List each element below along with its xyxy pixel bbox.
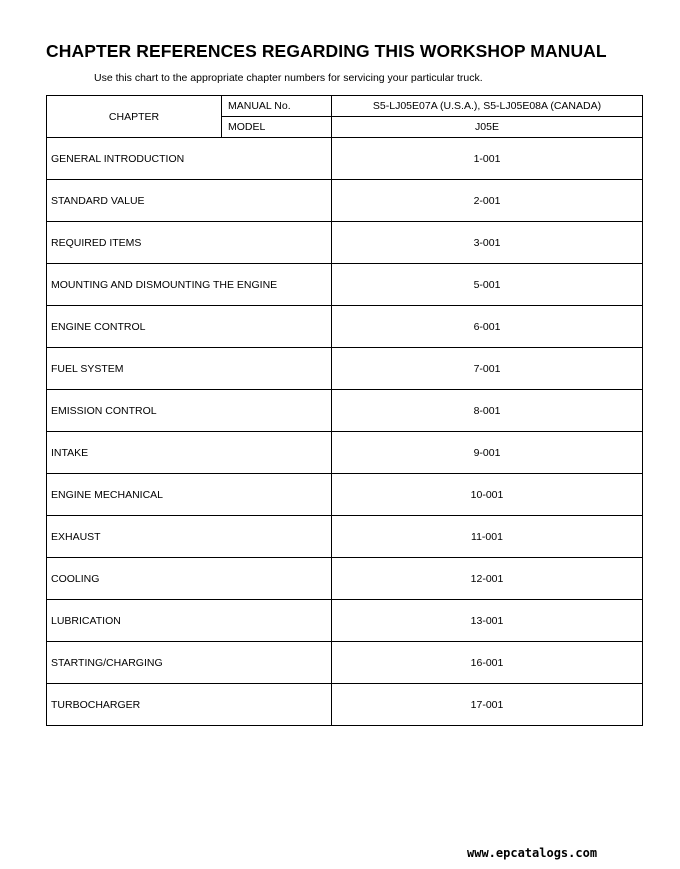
chapter-name-cell: EMISSION CONTROL [47, 390, 332, 432]
page-subtitle: Use this chart to the appropriate chapter numbers for servicing your particular truck. [94, 72, 483, 84]
table-row [47, 138, 643, 180]
chapter-column-header: CHAPTER [47, 96, 222, 138]
chapter-number-cell: 11-001 [332, 516, 643, 558]
chapter-number-cell: 6-001 [332, 306, 643, 348]
table-row [47, 390, 643, 432]
chapter-name-cell: ENGINE CONTROL [47, 306, 332, 348]
chapter-name-cell: STARTING/CHARGING [47, 642, 332, 684]
chapter-name-cell: TURBOCHARGER [47, 684, 332, 726]
table-row [47, 306, 643, 348]
chapter-name-cell: MOUNTING AND DISMOUNTING THE ENGINE [47, 264, 332, 306]
table-row [47, 600, 643, 642]
chapter-number-cell: 7-001 [332, 348, 643, 390]
manual-no-value: S5-LJ05E07A (U.S.A.), S5-LJ05E08A (CANADA) [332, 96, 643, 117]
chapter-name-cell: ENGINE MECHANICAL [47, 474, 332, 516]
chapter-number-cell: 17-001 [332, 684, 643, 726]
table-row [47, 516, 643, 558]
chapter-name-cell: REQUIRED ITEMS [47, 222, 332, 264]
chapter-name-cell: STANDARD VALUE [47, 180, 332, 222]
manual-no-label: MANUAL No. [222, 96, 332, 117]
chapter-number-cell: 10-001 [332, 474, 643, 516]
chapter-number-cell: 2-001 [332, 180, 643, 222]
table-row [47, 684, 643, 726]
chapter-number-cell: 9-001 [332, 432, 643, 474]
page-title: CHAPTER REFERENCES REGARDING THIS WORKSHOP MANUAL [46, 41, 607, 61]
model-value: J05E [332, 117, 643, 138]
chapter-name-cell: INTAKE [47, 432, 332, 474]
chapter-name-cell: EXHAUST [47, 516, 332, 558]
watermark-url: www.epcatalogs.com [467, 846, 598, 860]
chapter-name-cell: GENERAL INTRODUCTION [47, 138, 332, 180]
chapter-name-cell: COOLING [47, 558, 332, 600]
chapter-number-cell: 8-001 [332, 390, 643, 432]
chapter-number-cell: 13-001 [332, 600, 643, 642]
chapter-name-cell: LUBRICATION [47, 600, 332, 642]
chapter-number-cell: 3-001 [332, 222, 643, 264]
table-row [47, 264, 643, 306]
model-label: MODEL [222, 117, 332, 138]
chapter-number-cell: 5-001 [332, 264, 643, 306]
table-row [47, 222, 643, 264]
table-row [47, 558, 643, 600]
table-header-row-manual [47, 96, 643, 117]
chapter-number-cell: 12-001 [332, 558, 643, 600]
table-row [47, 642, 643, 684]
table-row [47, 180, 643, 222]
chapter-number-cell: 1-001 [332, 138, 643, 180]
chapter-reference-table [46, 95, 643, 726]
table-row [47, 348, 643, 390]
chapter-name-cell: FUEL SYSTEM [47, 348, 332, 390]
table-row [47, 432, 643, 474]
table-row [47, 474, 643, 516]
chapter-number-cell: 16-001 [332, 642, 643, 684]
